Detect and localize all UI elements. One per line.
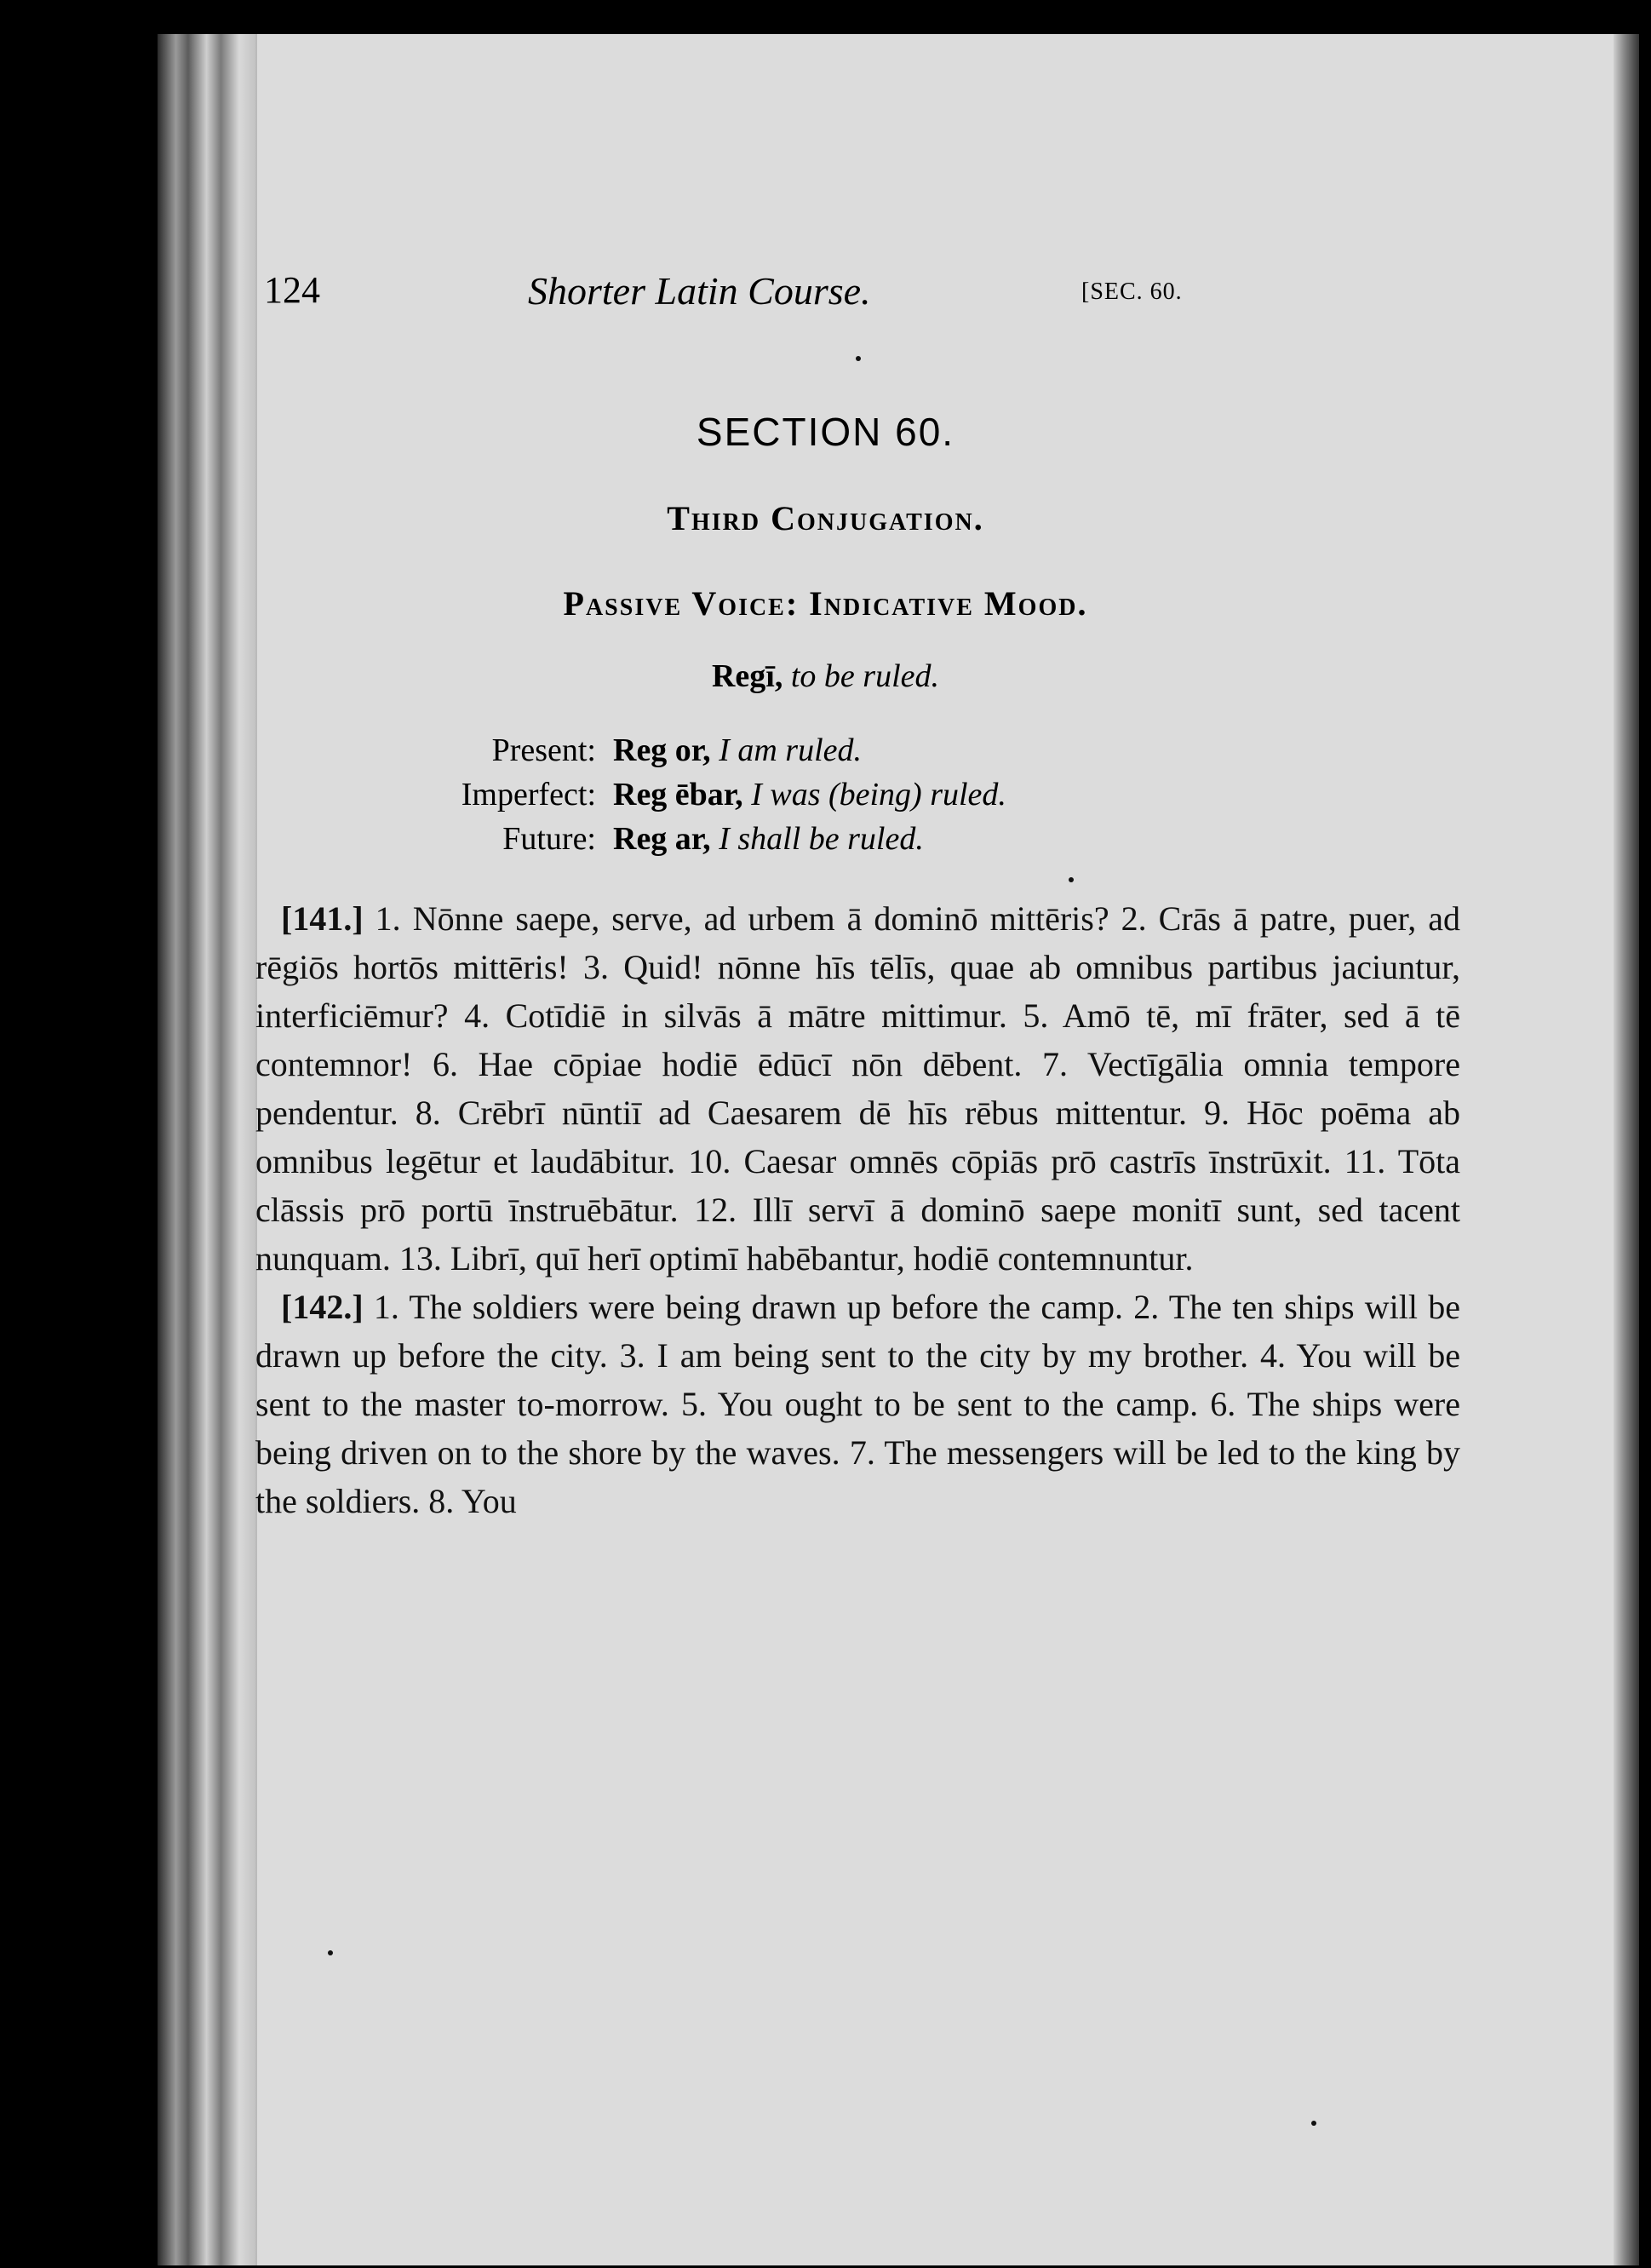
running-header <box>0 268 1651 319</box>
section-title: SECTION 60. <box>696 410 955 454</box>
voice-mood-heading: Passive Voice: Indicative Mood. <box>563 584 1088 623</box>
book-spine-edge <box>158 34 260 2265</box>
tense-label: Future: <box>502 821 596 857</box>
print-speck <box>1311 2121 1316 2126</box>
exercise-text: 1. Nōnne saepe, serve, ad urbem ā dominō mittēris? 2. Crās ā patre, puer, ad rēgiōs hortōs mittēris! 3. Quid! nōnne hīs tēlīs, quae ab omnibus partibus jaciuntur, interficiēmur? 4. Cotīdiē in silvās ā mātre mittimur. 5. Amō tē, mī frāter, sed ā tē contemnor! 6. Hae cōpiae hodiē ēdūcī nōn dēbent. 7. Vectīgālia omnia tempore pendentur. 8. Crēbrī nūntiī ad Caesarem dē hīs rēbus mittentur. 9. Hōc poēma ab omnibus legētur et laudābitur. 10. Caesar omnēs cōpiās prō castrīs īnstrūxit. 11. Tōta clāssis prō portū īnstruēbātur. 12. Illī servī ā dominō saepe monitī sunt, sed tacent nunquam. 13. Librī, quī herī optimī habēbantur, hodiē contemnuntur. <box>255 899 1460 1278</box>
print-speck <box>856 356 861 361</box>
paradigm-table <box>417 728 1006 861</box>
running-title: Shorter Latin Course. <box>528 269 871 313</box>
exercise-number: [141.] <box>281 899 364 938</box>
exercise-text: 1. The soldiers were being drawn up before the camp. 2. The ten ships will be drawn up before the city. 3. I am being sent to the city by my brother. 4. You will be sent to the master to-morrow. 5. You ought to be sent to the camp. 6. The ships were being driven on to the shore by the waves. 7. The messengers will be led to the king by the soldiers. 8. You <box>255 1288 1460 1520</box>
page-number: 124 <box>264 269 320 311</box>
verb-meaning: I was (being) ruled. <box>751 777 1006 812</box>
print-speck <box>1069 877 1074 882</box>
verb-form: Reg ar, <box>613 821 711 857</box>
print-speck <box>328 1950 333 1955</box>
conjugation-heading: Third Conjugation. <box>667 499 984 537</box>
verb-form: Reg ēbar, <box>613 777 743 812</box>
infinitive-latin: Regī, <box>711 658 783 694</box>
section-reference: [SEC. 60. <box>1081 278 1183 305</box>
exercise-142 <box>255 1283 1460 1525</box>
exercise-body <box>255 894 1460 1525</box>
verb-meaning: I shall be ruled. <box>719 821 924 857</box>
verb-meaning: I am ruled. <box>719 732 862 768</box>
paradigm-row <box>417 772 1006 817</box>
paradigm-row <box>417 817 1006 861</box>
tense-label: Present: <box>491 732 596 768</box>
paradigm-row <box>417 728 1006 772</box>
tense-label: Imperfect: <box>461 777 596 812</box>
verb-form: Reg or, <box>613 732 711 768</box>
exercise-number: [142.] <box>281 1288 364 1326</box>
infinitive-english: to be ruled. <box>790 658 939 694</box>
exercise-141 <box>255 894 1460 1283</box>
infinitive-line <box>0 657 1651 695</box>
page-edge-shadow <box>1614 34 1639 2265</box>
